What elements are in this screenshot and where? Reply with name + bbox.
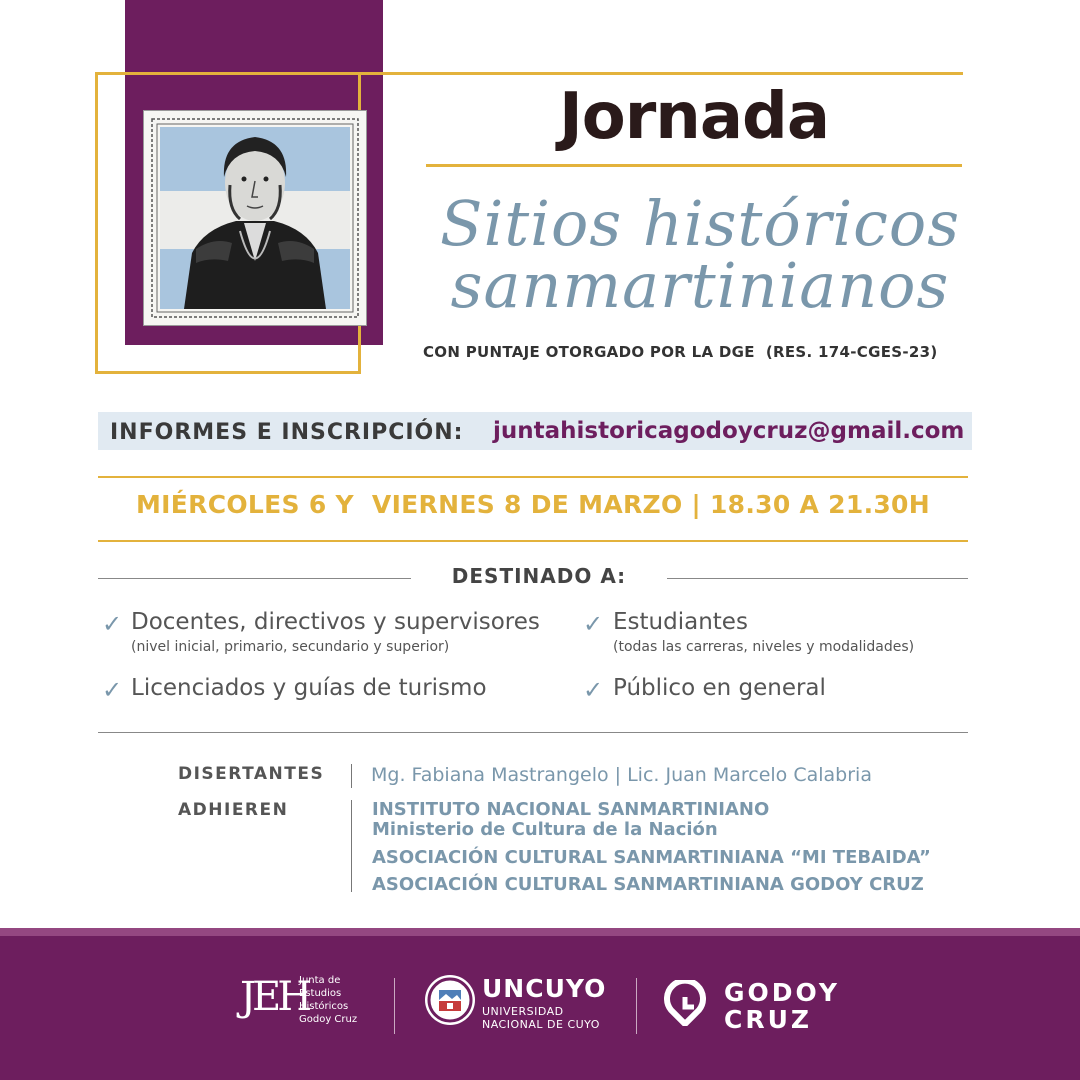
heading-rule-right <box>667 578 968 579</box>
godoy-line: GODOY <box>724 978 840 1007</box>
audience-item-main: Licenciados y guías de turismo <box>131 675 487 701</box>
junta-line: Godoy Cruz <box>299 1014 358 1025</box>
adherent-line: Ministerio de Cultura de la Nación <box>372 819 718 840</box>
uncuyo-line: UNIVERSIDAD <box>482 1005 564 1018</box>
audience-item-main: Docentes, directivos y supervisores <box>131 609 540 635</box>
heading-rule-left <box>98 578 411 579</box>
check-icon: ✓ <box>102 610 123 638</box>
accreditation-note: CON PUNTAJE OTORGADO POR LA DGE (RES. 174-CGES-23) <box>423 343 938 361</box>
junta-logo-text <box>299 974 357 1026</box>
contact-email-link[interactable]: juntahistoricagodoycruz@gmail.com <box>493 418 965 444</box>
audience-item-main: Estudiantes <box>613 609 748 635</box>
audience-item-detail: (nivel inicial, primario, secundario y superior) <box>131 639 450 655</box>
audience-item <box>102 676 122 704</box>
footer-divider <box>636 978 637 1034</box>
speakers-divider <box>351 764 352 788</box>
junta-line: Estudios <box>299 988 342 999</box>
date-bottom-rule <box>98 540 968 542</box>
audience-item <box>583 610 603 638</box>
adherent-line: INSTITUTO NACIONAL SANMARTINIANO <box>372 799 770 820</box>
speakers-label: DISERTANTES <box>178 764 325 784</box>
adherents-label: ADHIEREN <box>178 800 289 820</box>
check-icon: ✓ <box>102 676 123 704</box>
adherent-line: ASOCIACIÓN CULTURAL SANMARTINIANA “MI TEBAIDA” <box>372 847 931 868</box>
audience-item-detail: (todas las carreras, niveles y modalidades) <box>613 639 915 655</box>
check-icon: ✓ <box>583 610 604 638</box>
audience-item <box>102 610 122 638</box>
uncuyo-seal-icon <box>424 974 476 1026</box>
audience-bottom-rule <box>98 732 968 733</box>
uncuyo-line: NACIONAL DE CUYO <box>482 1018 600 1031</box>
adherents-divider <box>351 800 352 892</box>
junta-line: Históricos <box>299 1001 349 1012</box>
title-underline <box>426 164 962 167</box>
speakers-names: Mg. Fabiana Mastrangelo | Lic. Juan Marcelo Calabria <box>371 764 872 786</box>
info-label: INFORMES E INSCRIPCIÓN: <box>110 420 464 445</box>
event-title: Jornada <box>558 80 830 154</box>
schedule-text: MIÉRCOLES 6 Y VIERNES 8 DE MARZO | 18.30 A 21.30H <box>136 490 930 519</box>
godoy-line: CRUZ <box>724 1005 813 1034</box>
junta-monogram-logo: JEH <box>240 974 309 1020</box>
junta-line: Junta de <box>299 975 341 986</box>
footer-bar <box>0 928 1080 1080</box>
check-icon: ✓ <box>583 676 604 704</box>
event-subtitle-line2: sanmartinianos <box>450 249 950 322</box>
footer-stripe <box>0 928 1080 936</box>
audience-heading: DESTINADO A: <box>451 564 627 588</box>
audience-item <box>583 676 603 704</box>
adherent-line: ASOCIACIÓN CULTURAL SANMARTINIANA GODOY CRUZ <box>372 874 924 895</box>
event-subtitle-line1: Sitios históricos <box>439 187 961 260</box>
audience-item-main: Público en general <box>613 675 826 701</box>
godoy-cruz-wordmark <box>724 979 840 1033</box>
godoy-cruz-pin-icon <box>664 980 706 1026</box>
uncuyo-subtext <box>482 1005 600 1031</box>
footer-divider <box>394 978 395 1034</box>
uncuyo-name: UNCUYO <box>482 974 607 1003</box>
portrait-image <box>143 110 367 326</box>
date-top-rule <box>98 476 968 478</box>
